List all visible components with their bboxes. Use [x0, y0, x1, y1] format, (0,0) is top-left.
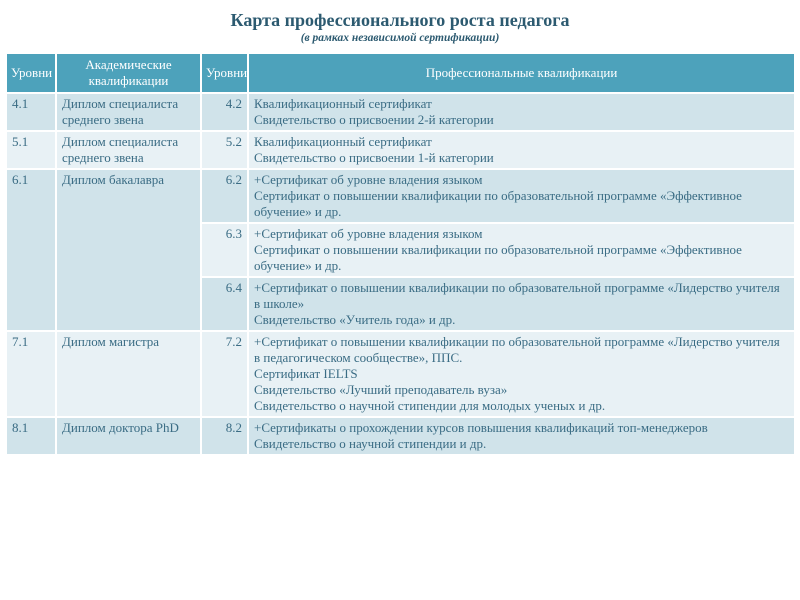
- page-subtitle: (в рамках независимой сертификации): [300, 32, 500, 44]
- professional-cell: [248, 417, 795, 455]
- professional-cell: [248, 131, 795, 169]
- col-header-academic: Академические квалификации: [56, 53, 201, 93]
- qualification-line: Сертификат о повышении квалификации по образовательной программе «Эффективное обучение» и др.: [254, 188, 742, 219]
- professional-cell: [248, 331, 795, 417]
- level-cell: 7.1: [6, 331, 56, 417]
- table-row: [6, 93, 795, 131]
- qualification-line: +Сертификат об уровне владения языком: [254, 226, 483, 241]
- academic-cell: Диплом специалиста среднего звена: [56, 131, 201, 169]
- qualification-table: [5, 52, 796, 456]
- academic-cell: Диплом магистра: [56, 331, 201, 417]
- col-header-levels: Уровни: [6, 53, 56, 93]
- qualification-line: +Сертификат об уровне владения языком: [254, 172, 483, 187]
- level-cell: 4.1: [6, 93, 56, 131]
- table-row: [6, 417, 795, 455]
- qualification-line: Квалификационный сертификат: [254, 96, 432, 111]
- table-header-row: [6, 53, 795, 93]
- sublevel-code: 4.2: [201, 93, 248, 131]
- qualification-line: Свидетельство о научной стипендии и др.: [254, 436, 487, 451]
- qualification-line: +Сертификат о повышении квалификации по образовательной программе «Лидерство учителя в педагогическом сообществе», ППС.: [254, 334, 780, 365]
- qualification-line: Сертификат о повышении квалификации по образовательной программе «Эффективное обучение» и др.: [254, 242, 742, 273]
- sublevel-code: 6.3: [201, 223, 248, 277]
- academic-cell: Диплом бакалавра: [56, 169, 201, 331]
- professional-cell: [248, 277, 795, 331]
- sublevel-code: 8.2: [201, 417, 248, 455]
- qualification-line: Квалификационный сертификат: [254, 134, 432, 149]
- professional-cell: [248, 169, 795, 223]
- academic-cell: Диплом доктора PhD: [56, 417, 201, 455]
- sublevel-code: 7.2: [201, 331, 248, 417]
- table-row: [6, 131, 795, 169]
- col-header-sublevels: Уровни: [201, 53, 248, 93]
- sublevel-code: 6.4: [201, 277, 248, 331]
- qualification-line: Свидетельство о научной стипендии для молодых ученых и др.: [254, 398, 606, 413]
- professional-cell: [248, 223, 795, 277]
- level-cell: 8.1: [6, 417, 56, 455]
- qualification-line: +Сертификаты о прохождении курсов повышения квалификаций топ-менеджеров: [254, 420, 708, 435]
- qualification-line: Свидетельство о присвоении 1-й категории: [254, 150, 494, 165]
- qualification-line: Свидетельство «Лучший преподаватель вуза»: [254, 382, 508, 397]
- table-row: [6, 331, 795, 417]
- professional-cell: [248, 93, 795, 131]
- qualification-line: Сертификат IELTS: [254, 366, 358, 381]
- qualification-line: Свидетельство о присвоении 2-й категории: [254, 112, 494, 127]
- page-title: Карта профессионального роста педагога: [230, 10, 570, 30]
- col-header-professional: Профессиональные квалификации: [248, 53, 795, 93]
- table-row: [6, 169, 795, 223]
- sublevel-code: 6.2: [201, 169, 248, 223]
- qualification-line: Свидетельство «Учитель года» и др.: [254, 312, 456, 327]
- sublevel-code: 5.2: [201, 131, 248, 169]
- academic-cell: Диплом специалиста среднего звена: [56, 93, 201, 131]
- qualification-line: +Сертификат о повышении квалификации по образовательной программе «Лидерство учителя в школе»: [254, 280, 780, 311]
- level-cell: 6.1: [6, 169, 56, 331]
- level-cell: 5.1: [6, 131, 56, 169]
